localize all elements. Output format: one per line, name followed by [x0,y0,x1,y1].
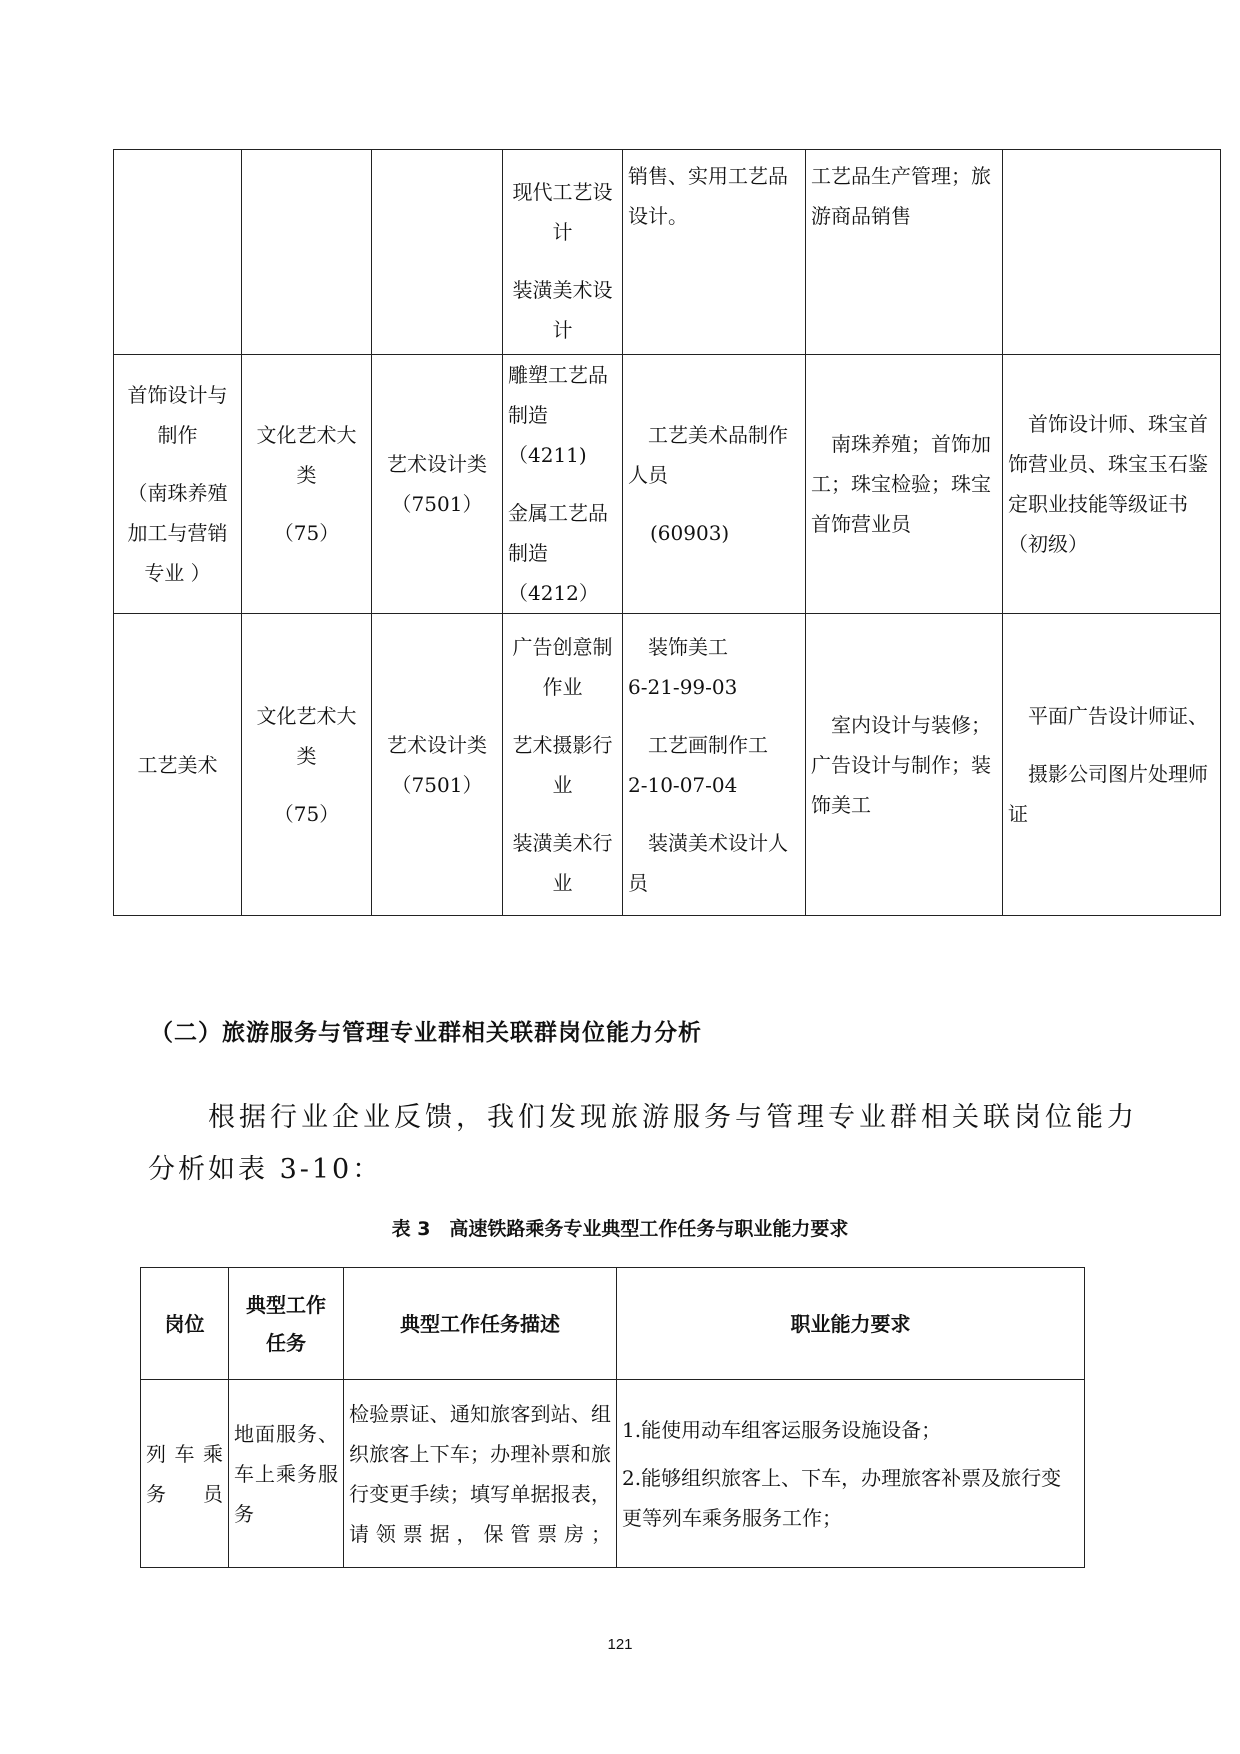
cell-text: 6-21-99-03 [628,674,738,699]
table-row [114,614,1221,916]
cell-text: 广告创意制作业 [512,634,613,699]
paragraph-line: 分析如表 3-10： [148,1154,383,1185]
table-header-row [141,1268,1085,1380]
table-caption: 表 3 高速铁路乘务专业典型工作任务与职业能力要求 [391,1218,849,1240]
category-cell [242,614,372,916]
header-task [229,1268,344,1380]
cell-text: （75） [273,801,340,826]
cell-text: （75） [273,521,340,545]
header-description: 典型工作任务描述 [344,1268,617,1380]
cell-text: 首饰设计与制作 [127,383,228,447]
major-cell [114,355,242,614]
header-requirements: 职业能力要求 [617,1268,1085,1380]
task-ability-table [140,1267,1085,1568]
cell-text: 装潢美术设计人员 [628,830,788,895]
header-position: 岗位 [141,1268,229,1380]
subcategory-cell [372,614,503,916]
requirement-item: 2.能够组织旅客上、下车，办理旅客补票及旅行变更等列车乘务服务工作； [622,1465,1062,1530]
certificate-cell [1003,355,1221,614]
cell-text: 2-10-07-04 [628,772,738,797]
table-row [114,150,1221,355]
requirement-item: 1.能使用动车组客运服务设施设备； [622,1417,942,1442]
table-row [141,1380,1085,1568]
description-cell: 检验票证、通知旅客到站、组织旅客上下车；办理补票和旅行变更手续；填写单据报表，请领票据，保管票房； [344,1380,617,1568]
category-cell [242,355,372,614]
cell-text: 工艺品生产管理；旅游商品销售 [811,164,991,228]
occupation-cell [623,355,806,614]
cell-text: 工艺画制作工 [648,732,768,757]
subcategory-cell [372,355,503,614]
body-paragraph [148,1092,1138,1196]
occupation-cell [623,150,806,355]
cell-text: 工艺美术 [137,752,218,777]
cell-text: 平面广告设计师证、 [1028,703,1208,728]
category-cell [242,150,372,355]
post-cell [806,150,1003,355]
cell-text: 艺术设计类（7501） [387,452,487,516]
certificate-cell [1003,614,1221,916]
cell-text: 装潢美术设计 [512,278,613,342]
cell-text: 销售、实用工艺品设计。 [628,164,788,228]
cell-text: 室内设计与装修；广告设计与制作；装饰美工 [811,712,991,817]
task-cell: 地面服务、车上乘务服务 [229,1380,344,1568]
requirements-cell [617,1380,1085,1568]
industry-cell [503,355,623,614]
industry-cell [503,150,623,355]
paragraph-line: 根据行业企业反馈，我们发现旅游服务与管理专业群相关联岗位能力 [208,1102,1138,1133]
table-row [114,355,1221,614]
industry-cell [503,614,623,916]
cell-text: 现代工艺设计 [512,180,613,244]
cell-text: (60903) [650,521,730,545]
certificate-cell [1003,150,1221,355]
position-cell: 列车乘务员 [141,1380,229,1568]
page-number: 121 [607,1636,633,1653]
cell-text: 首饰设计师、珠宝首饰营业员、珠宝玉石鉴定职业技能等级证书（初级） [1008,412,1208,556]
subcategory-cell [372,150,503,355]
cell-text: 艺术摄影行业 [512,732,613,797]
cell-text: 文化艺术大类 [256,423,357,487]
major-occupation-table [113,149,1221,916]
major-cell [114,614,242,916]
post-cell [806,355,1003,614]
header-text: 典型工作任务 [246,1292,326,1355]
cell-text: 摄影公司图片处理师证 [1008,761,1208,826]
cell-text: 艺术设计类（7501） [387,732,487,797]
occupation-cell [623,614,806,916]
cell-text: 工艺美术品制作人员 [628,423,788,487]
cell-text: 装潢美术行业 [512,830,613,895]
cell-text: 南珠养殖；首饰加工；珠宝检验；珠宝首饰营业员 [811,432,991,536]
cell-text: 金属工艺品制造（4212） [508,501,608,605]
cell-text: 装饰美工 [648,634,728,659]
post-cell [806,614,1003,916]
major-cell [114,150,242,355]
cell-text: （南珠养殖加工与营销专业 ） [127,481,228,585]
cell-text: 文化艺术大类 [256,703,357,768]
cell-text: 雕塑工艺品制造（4211) [508,363,608,467]
section-heading: （二）旅游服务与管理专业群相关联群岗位能力分析 [150,1020,702,1046]
